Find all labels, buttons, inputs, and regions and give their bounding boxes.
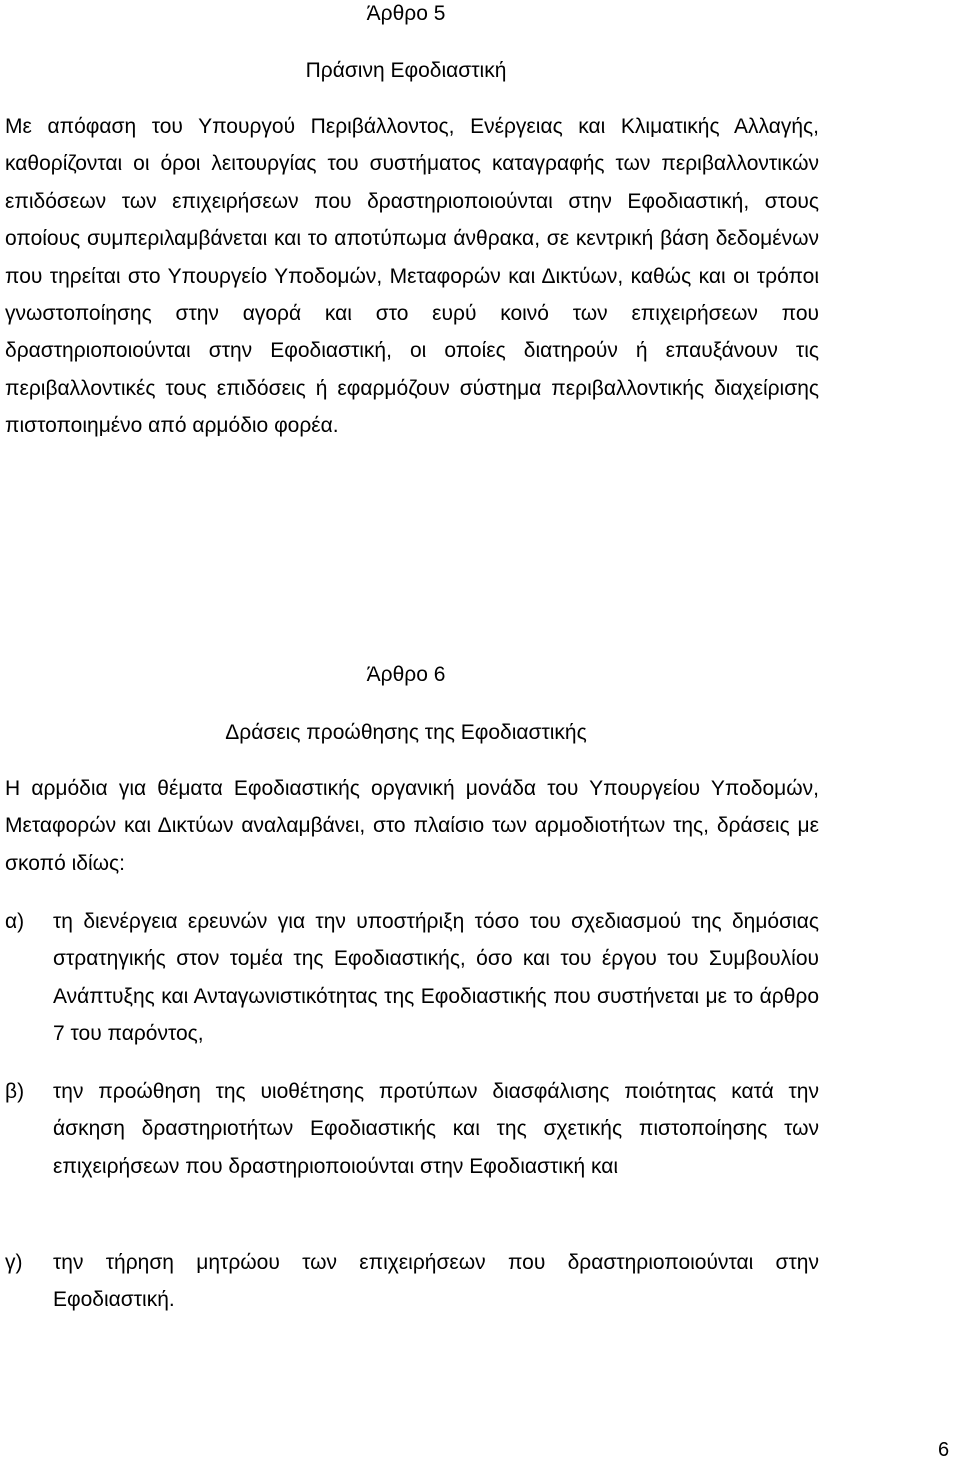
article-6-intro: Η αρμόδια για θέματα Εφοδιαστικής οργανική μονάδα του Υπουργείου Υποδομών, Μεταφορών και Δικτύων αναλαμβάνει, στο πλαίσιο των αρμοδιοτήτων της, δράσεις με σκοπό ιδίως: [5, 777, 819, 875]
article-5-number: Άρθρο 5 [366, 2, 446, 25]
list-item-text: την προώθηση της υιοθέτησης προτύπων διασφάλισης ποιότητας κατά την άσκηση δραστηριοτήτων Εφοδιαστικής και της σχετικής πιστοποίησης των επιχειρήσεων που δραστηριοποιούνται στην Εφοδιαστική και [53, 1080, 819, 1178]
list-item-text: την τήρηση μητρώου των επιχειρήσεων που δραστηριοποιούνται στην Εφοδιαστική. [53, 1251, 819, 1312]
page-number: 6 [938, 1439, 950, 1461]
list-marker: β) [5, 1080, 25, 1103]
list-marker: α) [5, 910, 25, 933]
article-5-body: Με απόφαση του Υπουργού Περιβάλλοντος, Ενέργειας και Κλιματικής Αλλαγής, καθορίζονται οι όροι λειτουργίας του συστήματος καταγραφής των περιβαλλοντικών επιδόσεων των επιχειρήσεων που δραστηριοποιούνται στην Εφοδιαστική, στους οποίους συμπεριλαμβάνεται και το αποτύπωμα άνθρακα, σε κεντρική βάση δεδομένων που τηρείται στο Υπουργείο Υποδομών, Μεταφορών και Δικτύων, καθώς και οι τρόποι γνωστοποίησης στην αγορά και στο ευρύ κοινό των επιχειρήσεων που δραστηριοποιούνται στην Εφοδιαστική, οι οποίες διατηρούν ή επαυξάνουν τις περιβαλλοντικές τους επιδόσεις ή εφαρμόζουν σύστημα περιβαλλοντικής διαχείρισης πιστοποιημένο από αρμόδιο φορέα. [5, 115, 819, 438]
list-marker: γ) [5, 1251, 23, 1274]
article-6-number: Άρθρο 6 [366, 663, 446, 686]
list-item-text: τη διενέργεια ερευνών για την υποστήριξη τόσο του σχεδιασμού της δημόσιας στρατηγικής στον τομέα της Εφοδιαστικής, όσο και του έργου του Συμβουλίου Ανάπτυξης και Ανταγωνιστικότητας της Εφοδιαστικής που συστήνεται με το άρθρο 7 του παρόντος, [53, 910, 819, 1046]
article-5-title: Πράσινη Εφοδιαστική [305, 59, 507, 82]
article-6-title: Δράσεις προώθησης της Εφοδιαστικής [225, 721, 587, 744]
